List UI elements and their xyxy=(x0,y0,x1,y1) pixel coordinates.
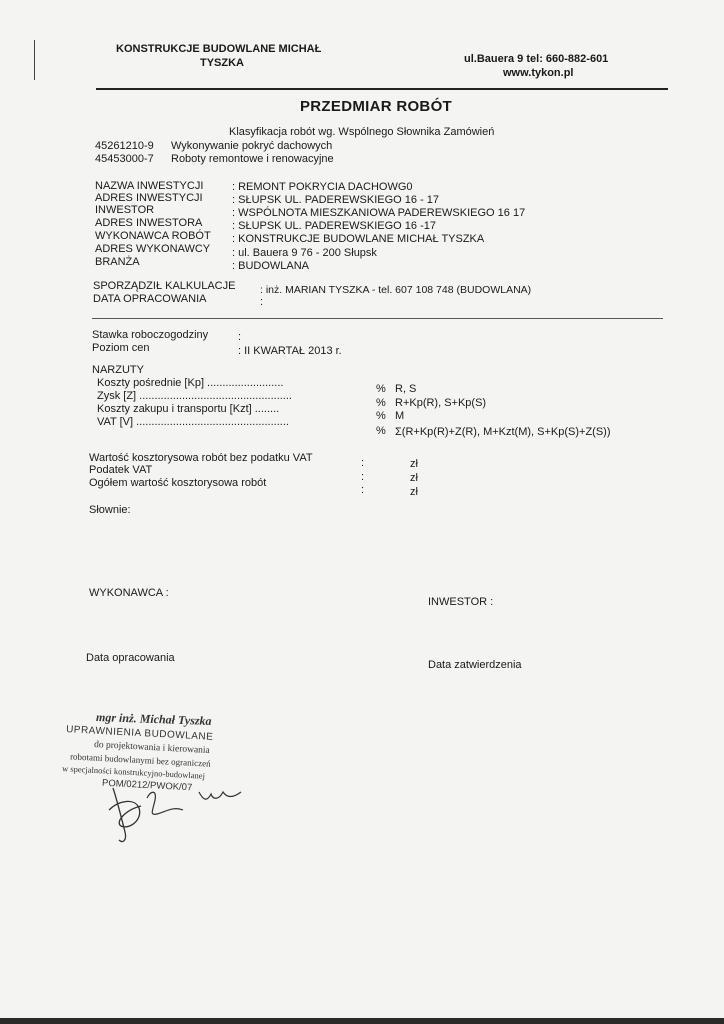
total-colon: : xyxy=(361,471,365,483)
classification-code: 45261210-9 xyxy=(95,140,154,152)
section-divider xyxy=(92,318,663,319)
stamp-line: robotami budowlanymi bez ograniczeń xyxy=(69,751,211,769)
stamp-line: UPRAWNIENIA BUDOWLANE xyxy=(65,724,214,743)
contractor-label: WYKONAWCA : xyxy=(89,587,169,599)
investment-label: INWESTOR xyxy=(95,204,155,216)
investment-label: NAZWA INWESTYCJI xyxy=(95,180,204,192)
prepared-by-value: : inż. MARIAN TYSZKA - tel. 607 108 748 (BUDOWLANA) xyxy=(260,284,532,296)
classification-desc: Roboty remontowe i renowacyjne xyxy=(171,153,334,165)
investment-value: : KONSTRUKCJE BUDOWLANE MICHAŁ TYSZKA xyxy=(232,233,485,245)
company-name-line2: TYSZKA xyxy=(200,57,244,69)
investor-label: INWESTOR : xyxy=(428,596,494,608)
total-colon: : xyxy=(361,484,365,496)
investment-value: : BUDOWLANA xyxy=(232,260,310,272)
stamp-line: w specjalności konstrukcyjno-budowlanej xyxy=(61,763,206,781)
margin-mark xyxy=(34,40,35,80)
total-unit: zł xyxy=(410,472,418,484)
handwritten-signature xyxy=(95,770,255,850)
hourly-rate-value: : xyxy=(238,331,242,343)
investment-value: : WSPÓLNOTA MIESZKANIOWA PADEREWSKIEGO 16 17 xyxy=(232,207,526,219)
company-website: www.tykon.pl xyxy=(503,67,574,79)
stamp-line: POM/0212/PWOK/07 xyxy=(101,777,193,794)
scan-edge xyxy=(0,1018,724,1024)
investment-value: : REMONT POKRYCIA DACHOWG0 xyxy=(232,181,413,193)
total-label: Podatek VAT xyxy=(89,464,153,476)
prepared-by-label: SPORZĄDZIŁ KALKULACJE xyxy=(93,280,236,292)
page-title: PRZEDMIAR ROBÓT xyxy=(300,98,452,115)
prepared-date-value: : xyxy=(260,296,264,308)
markup-label: Koszty pośrednie [Kp] ......................... xyxy=(97,377,284,389)
total-label: Wartość kosztorysowa robót bez podatku VAT xyxy=(89,452,313,464)
markups-heading: NARZUTY xyxy=(92,364,144,376)
total-unit: zł xyxy=(410,458,418,470)
company-name-line1: KONSTRUKCJE BUDOWLANE MICHAŁ xyxy=(116,43,322,55)
markup-formula: Σ(R+Kp(R)+Z(R), M+Kzt(M), S+Kp(S)+Z(S)) xyxy=(395,426,611,438)
markup-formula: R, S xyxy=(395,383,417,395)
investment-value: : SŁUPSK UL. PADEREWSKIEGO 16 - 17 xyxy=(232,194,440,206)
investment-value: : SŁUPSK UL. PADEREWSKIEGO 16 -17 xyxy=(232,220,436,232)
investment-label: ADRES INWESTYCJI xyxy=(95,192,203,204)
stamp-name: mgr inż. Michał Tyszka xyxy=(95,709,212,729)
total-label: Ogółem wartość kosztorysowa robót xyxy=(89,477,267,489)
amount-in-words-label: Słownie: xyxy=(89,504,131,516)
hourly-rate-label: Stawka roboczogodziny xyxy=(92,329,209,341)
classification-code: 45453000-7 xyxy=(95,153,154,165)
price-level-value: : II KWARTAŁ 2013 r. xyxy=(238,345,342,357)
header-divider xyxy=(96,88,668,90)
markup-percent: % xyxy=(376,397,386,409)
company-address: ul.Bauera 9 tel: 660-882-601 xyxy=(464,53,609,65)
investment-label: ADRES INWESTORA xyxy=(95,217,203,229)
classification-desc: Wykonywanie pokryć dachowych xyxy=(171,140,333,152)
markup-label: Koszty zakupu i transportu [Kzt] ........ xyxy=(97,403,280,415)
markup-label: Zysk [Z] .................................................. xyxy=(97,390,292,402)
markup-formula: R+Kp(R), S+Kp(S) xyxy=(395,397,487,409)
date-prepared-label: Data opracowania xyxy=(86,652,175,664)
total-colon: : xyxy=(361,457,365,469)
markup-formula: M xyxy=(395,410,405,422)
price-level-label: Poziom cen xyxy=(92,342,150,354)
investment-label: WYKONAWCA ROBÓT xyxy=(95,230,211,242)
stamp-line: do projektowania i kierowania xyxy=(93,739,210,757)
classification-heading: Klasyfikacja robót wg. Wspólnego Słownika Zamówień xyxy=(229,126,495,138)
markup-percent: % xyxy=(376,425,386,437)
total-unit: zł xyxy=(410,486,418,498)
investment-label: BRANŻA xyxy=(95,256,140,268)
prepared-date-label: DATA OPRACOWANIA xyxy=(93,293,207,305)
investment-label: ADRES WYKONAWCY xyxy=(95,243,211,255)
markup-percent: % xyxy=(376,383,386,395)
markup-percent: % xyxy=(376,410,386,422)
date-approved-label: Data zatwierdzenia xyxy=(428,659,522,671)
markup-label: VAT [V] .................................................. xyxy=(97,416,289,428)
investment-value: : ul. Bauera 9 76 - 200 Słupsk xyxy=(232,247,377,259)
